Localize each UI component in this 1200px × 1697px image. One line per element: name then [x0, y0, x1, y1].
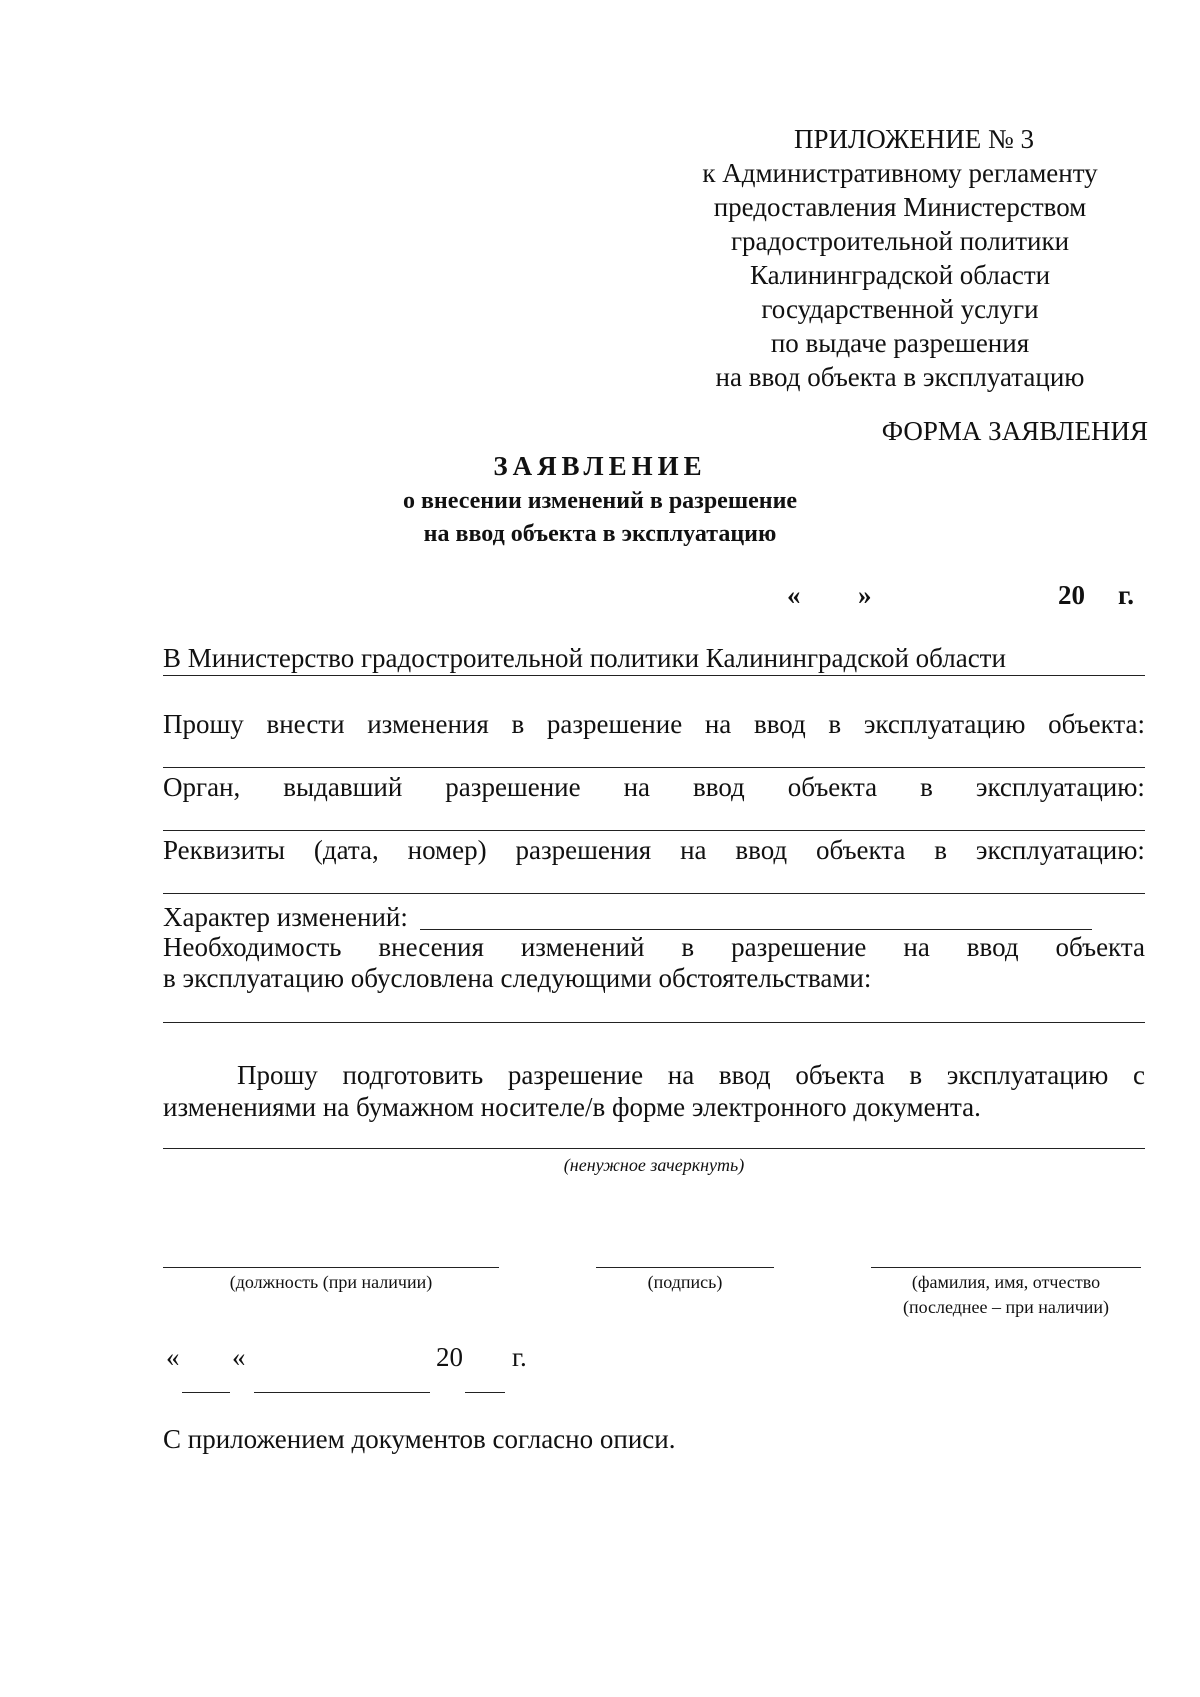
word: ввод — [753, 709, 806, 739]
word: на — [903, 932, 930, 962]
word: в — [828, 709, 842, 739]
date-year-field[interactable] — [465, 1392, 505, 1393]
position-field[interactable] — [163, 1267, 499, 1268]
word: объекта — [1055, 932, 1145, 962]
date-bottom-quote: « — [166, 1342, 180, 1372]
date-month-field[interactable] — [254, 1392, 430, 1393]
fio-field[interactable] — [871, 1267, 1141, 1268]
word: эксплуатацию — [863, 709, 1026, 739]
addressee-underline — [163, 675, 1145, 676]
signature-field[interactable] — [596, 1267, 774, 1268]
permit-details-field[interactable] — [163, 893, 1145, 894]
word: Необходимость — [163, 932, 342, 962]
attachments-note: С приложением документов согласно описи. — [163, 1424, 676, 1454]
date-bottom-year-suffix: г. — [512, 1342, 527, 1372]
word: на — [704, 709, 732, 739]
word: эксплуатацию: — [975, 835, 1145, 865]
word: Орган, — [163, 772, 241, 802]
request-object-label — [163, 709, 1145, 740]
word: с — [1132, 1060, 1145, 1090]
word: объекта — [816, 835, 906, 865]
prepare-request-cont: изменениями на бумажном носителе/в форме электронного документа. — [163, 1092, 981, 1122]
word: эксплуатацию — [946, 1060, 1109, 1090]
appendix-line: предоставления Министерством — [713, 192, 1087, 222]
form-label: ФОРМА ЗАЯВЛЕНИЯ — [881, 416, 1148, 446]
word: разрешения — [515, 835, 652, 865]
word: внесения — [378, 932, 484, 962]
position-caption: (должность (при наличии) — [229, 1272, 433, 1292]
addressee: В Министерство градостроительной политики Калининградской области — [163, 643, 1006, 673]
word: номер) — [407, 835, 487, 865]
word: внести — [266, 709, 345, 739]
word: выдавший — [283, 772, 403, 802]
word: разрешение — [731, 932, 867, 962]
word: в — [681, 932, 695, 962]
word: разрешение — [445, 772, 581, 802]
date-year-suffix: г. — [1118, 580, 1134, 610]
strike-note: (ненужное зачеркнуть) — [563, 1155, 745, 1175]
document-subtitle: о внесении изменений в разрешение — [402, 488, 798, 514]
date-year-prefix: 20 — [1058, 580, 1085, 610]
word: Реквизиты — [163, 835, 286, 865]
word: разрешение — [546, 709, 683, 739]
word: в — [511, 709, 525, 739]
word: изменений — [520, 932, 645, 962]
fio-caption: (фамилия, имя, отчество — [911, 1272, 1101, 1292]
changes-label: Характер изменений: — [163, 902, 408, 932]
word: объекта — [795, 1060, 885, 1090]
date-close-quote: » — [858, 580, 872, 610]
document-subtitle: на ввод объекта в эксплуатацию — [423, 521, 777, 547]
appendix-line: государственной услуги — [761, 294, 1039, 324]
word: разрешение — [507, 1060, 644, 1090]
permit-details-label — [163, 835, 1145, 866]
appendix-header — [600, 122, 1200, 394]
word: ввод — [735, 835, 788, 865]
word: на — [667, 1060, 695, 1090]
word: ввод — [966, 932, 1019, 962]
word: в — [934, 835, 948, 865]
fio-caption-cont: (последнее – при наличии) — [902, 1297, 1110, 1317]
appendix-line: градостроительной политики — [730, 226, 1070, 256]
strike-line[interactable] — [163, 1148, 1145, 1149]
signature-caption: (подпись) — [647, 1272, 723, 1292]
date-bottom-quote: « — [232, 1342, 246, 1372]
necessity-label — [163, 932, 1145, 963]
word: на — [680, 835, 707, 865]
word: подготовить — [342, 1060, 484, 1090]
appendix-line: Калининградской области — [749, 260, 1051, 290]
issuing-body-field[interactable] — [163, 830, 1145, 831]
word: в — [909, 1060, 923, 1090]
word: (дата, — [313, 835, 379, 865]
prepare-request — [237, 1060, 1145, 1091]
appendix-line: к Административному регламенту — [702, 158, 1098, 188]
necessity-field[interactable] — [163, 1022, 1145, 1023]
date-open-quote: « — [787, 580, 801, 610]
word: объекта — [787, 772, 878, 802]
word: Прошу — [237, 1060, 318, 1090]
word: ввод — [693, 772, 745, 802]
date-day-field[interactable] — [182, 1392, 230, 1393]
word: Прошу — [163, 709, 244, 739]
changes-field[interactable] — [420, 929, 1092, 930]
appendix-line: по выдаче разрешения — [770, 328, 1030, 358]
date-bottom-year-prefix: 20 — [436, 1342, 463, 1372]
word: на — [623, 772, 651, 802]
issuing-body-label — [163, 772, 1145, 803]
word: изменения — [367, 709, 489, 739]
appendix-title: ПРИЛОЖЕНИЕ № 3 — [793, 124, 1035, 154]
document-title: ЗАЯВЛЕНИЕ — [493, 451, 707, 481]
word: объекта: — [1048, 709, 1145, 739]
request-object-field[interactable] — [163, 767, 1145, 768]
word: в — [920, 772, 933, 802]
necessity-label-cont: в эксплуатацию обусловлена следующими обстоятельствами: — [163, 963, 872, 993]
word: ввод — [718, 1060, 771, 1090]
appendix-line: на ввод объекта в эксплуатацию — [715, 362, 1085, 392]
word: эксплуатацию: — [975, 772, 1145, 802]
